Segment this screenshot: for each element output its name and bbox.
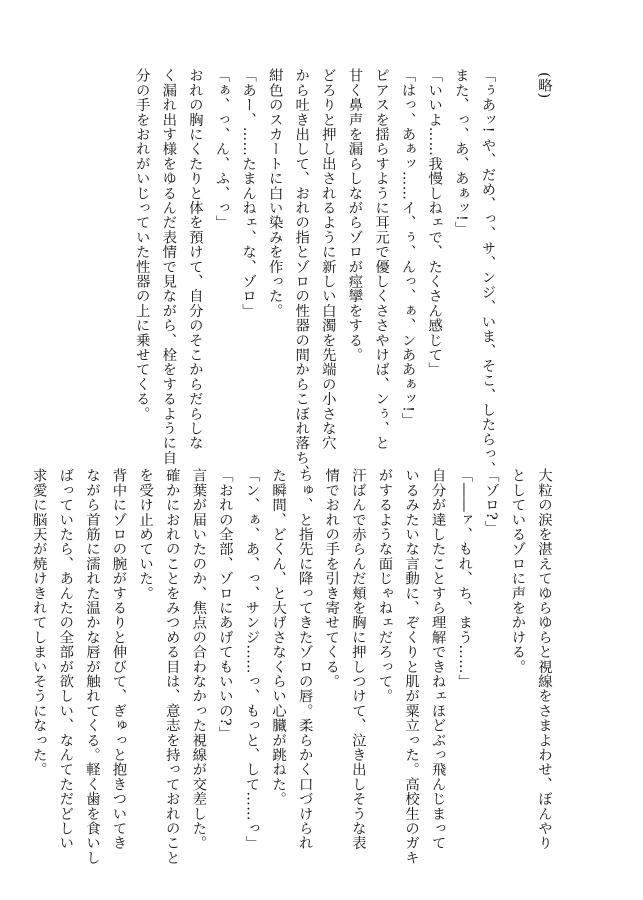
text-line: ちゅ、と指先に降ってきたゾロの唇。柔らかく口づけられ [296,468,313,851]
text-line: 「――ァ、もれ、ち、まう……」 [456,468,473,689]
text-line: 情でおれの手を引き寄せてくる。 [323,468,340,689]
text-line: ばっていたら、あんたの全部が欲しい、なんてただどしい [57,468,74,851]
text-line: 紺色のスカートに白い染みを作った。 [266,68,283,318]
text-line: 自分が達したことすら理解できねェほどぶっ飛んじまって [429,468,446,851]
text-line: ながら首筋に濡れた温かな唇が触れてくる。軽く歯を食いし [83,468,100,865]
text-line: としているゾロに声をかける。 [509,468,526,674]
text-line: 「ゾロ?」 [482,468,499,535]
text-line: を受け止めていた。 [137,468,154,601]
text-line: 確かにおれのことをみつめる目は、意志を持っておれのこと [163,468,180,865]
text-line: いるみたいな言動に、ぞくりと肌が粟立った。高校生のガキ [403,468,420,865]
text-line: おれの胸にくたりと体を預けて、自分のそこからだらしな [186,68,203,451]
text-line: 言葉が届いたのか、焦点の合わなかった視線が交差した。 [190,468,207,851]
text-line: 「ぁ、っ、ん、ふ、っ」 [213,68,230,230]
text-line: また、っ、あ、あぁッ!」 [452,68,469,236]
text-line: 「いいよ……我慢しねェで、たくさん感じて」 [426,68,443,377]
text-line: 背中にゾロの腕がするりと伸びて、ぎゅっと抱きついてき [110,468,127,851]
text-line: ピアスを揺らすように耳元で優しくささやけば、ンぅ、と [373,68,390,451]
text-line: 分の手をおれがいじっていた性器の上に乗せてくる。 [133,68,150,421]
section-heading: (略) [536,72,552,99]
text-line: 大粒の涙を湛えてゆらゆらと視線をさまよわせ、ぼんやり [536,468,552,851]
text-line: 「おれの全部、ゾロにあげてもいいの?」 [216,468,233,741]
text-line: 求愛に脳天が焼けきれてしまいそうになった。 [30,468,47,777]
text-line: 「あー、……たまんねェ、な、ゾロ」 [240,68,257,318]
text-line: 「ン、ぁ、あ、っ、サンジ……っ、もっと、して……っ」 [243,468,260,851]
text-line: 「はっ、あぁッ……イ、ぅ、んっ、ぁ、ンああぁッ!」 [399,68,416,427]
text-line: 「ぅあッ! や、だめ、っ、サ、ンジ、いま、そこ、したらっ、 [479,68,496,476]
text-line: から吐き出して、おれの指とゾロの性器の間からこぼれ落ち、 [293,68,310,480]
upper-text-block [128,68,557,480]
text-line: どろりと押し出されるように新しい白濁を先端の小さな穴 [319,68,336,451]
text-line: 甘く鼻声を漏らしながらゾロが痙攣をする。 [346,68,363,362]
lower-text-block [25,468,557,865]
text-line: 汗ばんで赤らんだ頬を胸に押しつけて、泣き出しそうな表 [349,468,366,851]
text-line: く漏れ出す様をゆるんだ表情で見ながら、栓をするように自 [160,68,177,465]
text-line: た瞬間、どくん、と大げさなくらい心臓が跳ねた。 [270,468,287,807]
text-line: がするような面じゃねェだろって。 [376,468,393,704]
